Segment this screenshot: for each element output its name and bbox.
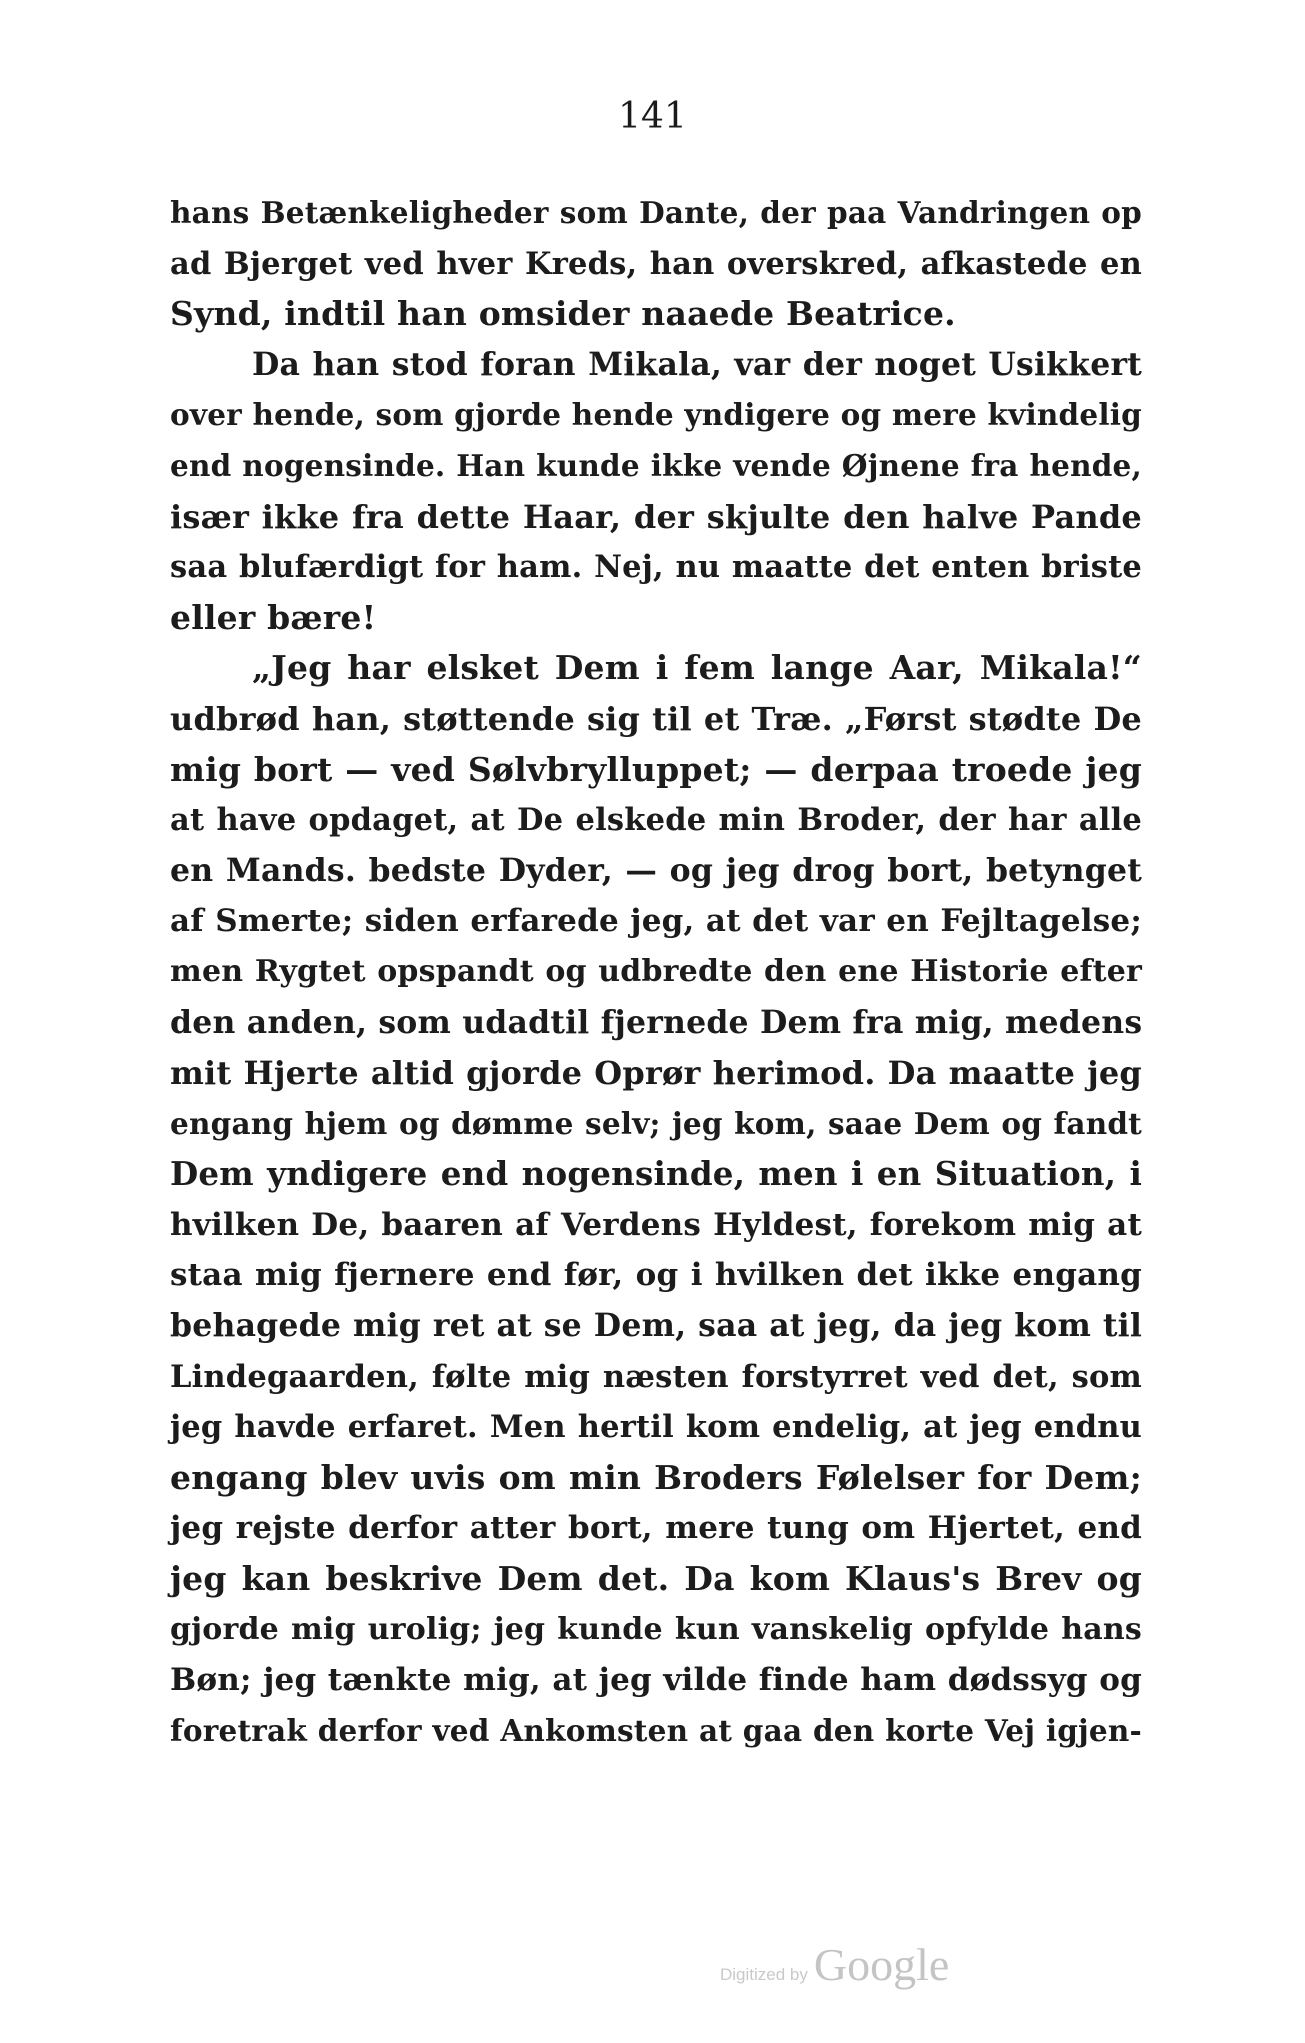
text-line: men Rygtet opspandt og udbredte den ene Historie efter — [170, 953, 1142, 989]
watermark-digitized-label: Digitized by — [720, 1965, 808, 1984]
text-line: Dem yndigere end nogensinde, men i en Situation, i — [170, 1154, 1142, 1194]
text-line: end nogensinde. Han kunde ikke vende Øjnene fra hende, — [170, 447, 1142, 483]
text-line: staa mig fjernere end før, og i hvilken det ikke engang — [170, 1257, 1142, 1294]
text-line: mit Hjerte altid gjorde Oprør herimod. Da maatte jeg — [170, 1054, 1142, 1093]
text-line: Da han stod foran Mikala, var der noget Usikkert — [252, 345, 1142, 383]
text-line: hvilken De, baaren af Verdens Hyldest, forekom mig at — [170, 1206, 1142, 1243]
text-line: jeg kan beskrive Dem det. Da kom Klaus's Brev og — [170, 1559, 1142, 1599]
text-line: Bøn; jeg tænkte mig, at jeg vilde finde ham dødssyg og — [170, 1662, 1142, 1699]
text-line: jeg rejste derfor atter bort, mere tung om Hjertet, end — [170, 1510, 1142, 1547]
text-line: mig bort — ved Sølvbrylluppet; — derpaa troede jeg — [170, 749, 1142, 789]
text-line: gjorde mig urolig; jeg kunde kun vanskelig opfylde hans — [170, 1611, 1142, 1647]
text-line: foretrak derfor ved Ankomsten at gaa den korte Vej igjen- — [170, 1712, 1142, 1748]
digitized-watermark — [720, 1938, 949, 1991]
text-line: den anden, som udadtil fjernede Dem fra mig, medens — [170, 1003, 1143, 1041]
text-line: saa blufærdigt for ham. Nej, nu maatte det enten briste — [170, 549, 1142, 586]
text-line: over hende, som gjorde hende yndigere og mere kvindelig — [170, 397, 1142, 433]
text-line: af Smerte; siden erfarede jeg, at det var en Fejltagelse; — [170, 903, 1142, 940]
text-line: engang blev uvis om min Broders Følelser for Dem; — [170, 1457, 1142, 1497]
google-logo: Google — [813, 1939, 950, 1990]
text-line: behagede mig ret at se Dem, saa at jeg, da jeg kom til — [170, 1307, 1142, 1345]
text-line: jeg havde erfaret. Men hertil kom endelig, at jeg endnu — [170, 1409, 1142, 1446]
text-line: hans Betænkeligheder som Dante, der paa Vandringen op — [170, 195, 1142, 230]
text-line: ad Bjerget ved hver Kreds, han overskred, afkastede en — [170, 245, 1142, 282]
page-number: 141 — [618, 96, 687, 137]
text-line: at have opdaget, at De elskede min Broder, der har alle — [170, 802, 1142, 839]
text-line: eller bære! — [170, 597, 377, 637]
text-line: især ikke fra dette Haar, der skjulte den halve Pande — [170, 497, 1142, 536]
text-line: engang hjem og dømme selv; jeg kom, saae Dem og fandt — [170, 1105, 1142, 1141]
text-line: udbrød han, støttende sig til et Træ. „Først stødte De — [170, 699, 1142, 738]
text-line: en Mands. bedste Dyder, — og jeg drog bort, betynget — [170, 851, 1142, 889]
text-line: Synd, indtil han omsider naaede Beatrice. — [170, 294, 956, 334]
text-line: „Jeg har elsket Dem i fem lange Aar, Mikala!“ — [252, 648, 1142, 688]
body-text — [170, 188, 1142, 1756]
text-line: Lindegaarden, følte mig næsten forstyrret ved det, som — [170, 1358, 1142, 1395]
